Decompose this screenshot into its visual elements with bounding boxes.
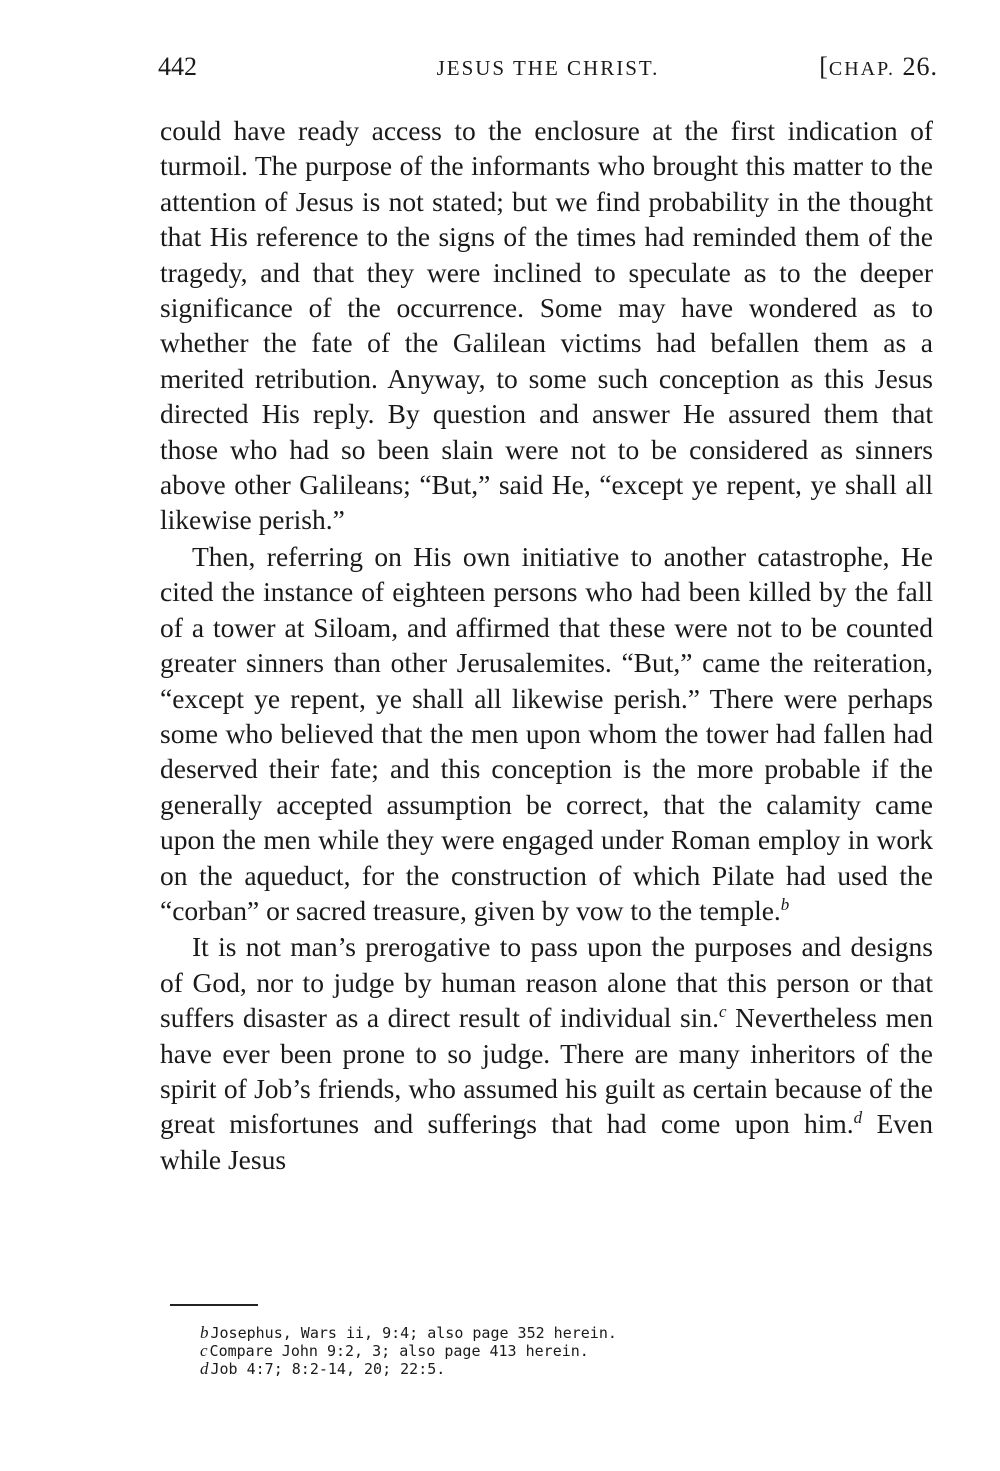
footnote-text: Compare John 9:2, 3; also page 413 herein. bbox=[209, 1342, 589, 1360]
footnote-d bbox=[200, 1360, 900, 1378]
footnote-ref-b: b bbox=[780, 894, 790, 914]
chapter-number: 26. bbox=[902, 52, 938, 81]
chapter-bracket: [ bbox=[819, 52, 829, 81]
paragraph-1 bbox=[160, 113, 933, 538]
running-title: JESUS THE CHRIST. bbox=[436, 56, 660, 80]
paragraph-3 bbox=[160, 929, 933, 1177]
page-number: 442 bbox=[158, 52, 197, 81]
paragraph-text: Then, referring on His own initiative to another catastrophe, He cited the instance of eighteen persons who had been killed by the fall of a tower at Siloam, and affirmed that these were not to be counted greater sinners than other Jerusalemites. “But,” came the reiteration, “except ye repent, ye shall all likewise perish.” There were perhaps some who believed that the men upon whom the tower had fallen had deserved their fate; and this conception is the more probable if the generally accepted assumption be correct, that the calamity came upon the men while they were engaged under Roman employ in work on the aqueduct, for the construction of which Pilate had used the “corban” or sacred treasure, given by vow to the temple. bbox=[160, 540, 933, 926]
paragraph-text: It is not man’s prerogative to pass upon the purposes and designs of God, nor to judge by human reason alone that this person or that suffers disaster as a direct result of individual sin. bbox=[160, 931, 933, 1034]
paragraph-text: Even while Jesus bbox=[160, 1108, 933, 1175]
footnote-divider bbox=[170, 1304, 258, 1306]
footnotes bbox=[200, 1324, 900, 1378]
running-header bbox=[158, 52, 938, 92]
footnote-text: Josephus, Wars ii, 9:4; also page 352 herein. bbox=[210, 1324, 617, 1342]
footnote-b bbox=[200, 1324, 900, 1342]
paragraph-text: Nevertheless men have ever been prone to so judge. There are many inheritors of the spirit of Job’s friends, who assumed his guilt as certain because of the great misfortunes and sufferings that had come upon him. bbox=[160, 1002, 933, 1140]
chapter-word: CHAP. bbox=[828, 58, 895, 80]
body-text bbox=[160, 113, 933, 1177]
paragraph-2 bbox=[160, 539, 933, 928]
footnote-mark: d bbox=[200, 1359, 209, 1378]
footnote-mark: b bbox=[200, 1323, 209, 1342]
footnote-ref-d: d bbox=[853, 1108, 863, 1128]
footnote-text: Job 4:7; 8:2-14, 20; 22:5. bbox=[210, 1360, 446, 1378]
footnote-c bbox=[200, 1342, 900, 1360]
footnote-ref-c: c bbox=[718, 1002, 727, 1022]
chapter-label bbox=[819, 52, 938, 82]
paragraph-text: could have ready access to the enclosure at the first indication of turmoil. The purpose of the informants who brought this matter to the attention of Jesus is not stated; but we find probability in the thought that His reference to the signs of the times had reminded them of the tragedy, and that they were inclined to speculate as to the deeper significance of the occurrence. Some may have wondered as to whether the fate of the Galilean victims had befallen them as a merited retribution. Anyway, to some such conception as this Jesus directed His reply. By question and answer He assured them that those who had so been slain were not to be considered as sinners above other Galileans; “But,” said He, “except ye repent, ye shall all likewise perish.” bbox=[160, 115, 933, 536]
footnote-mark: c bbox=[200, 1341, 208, 1360]
